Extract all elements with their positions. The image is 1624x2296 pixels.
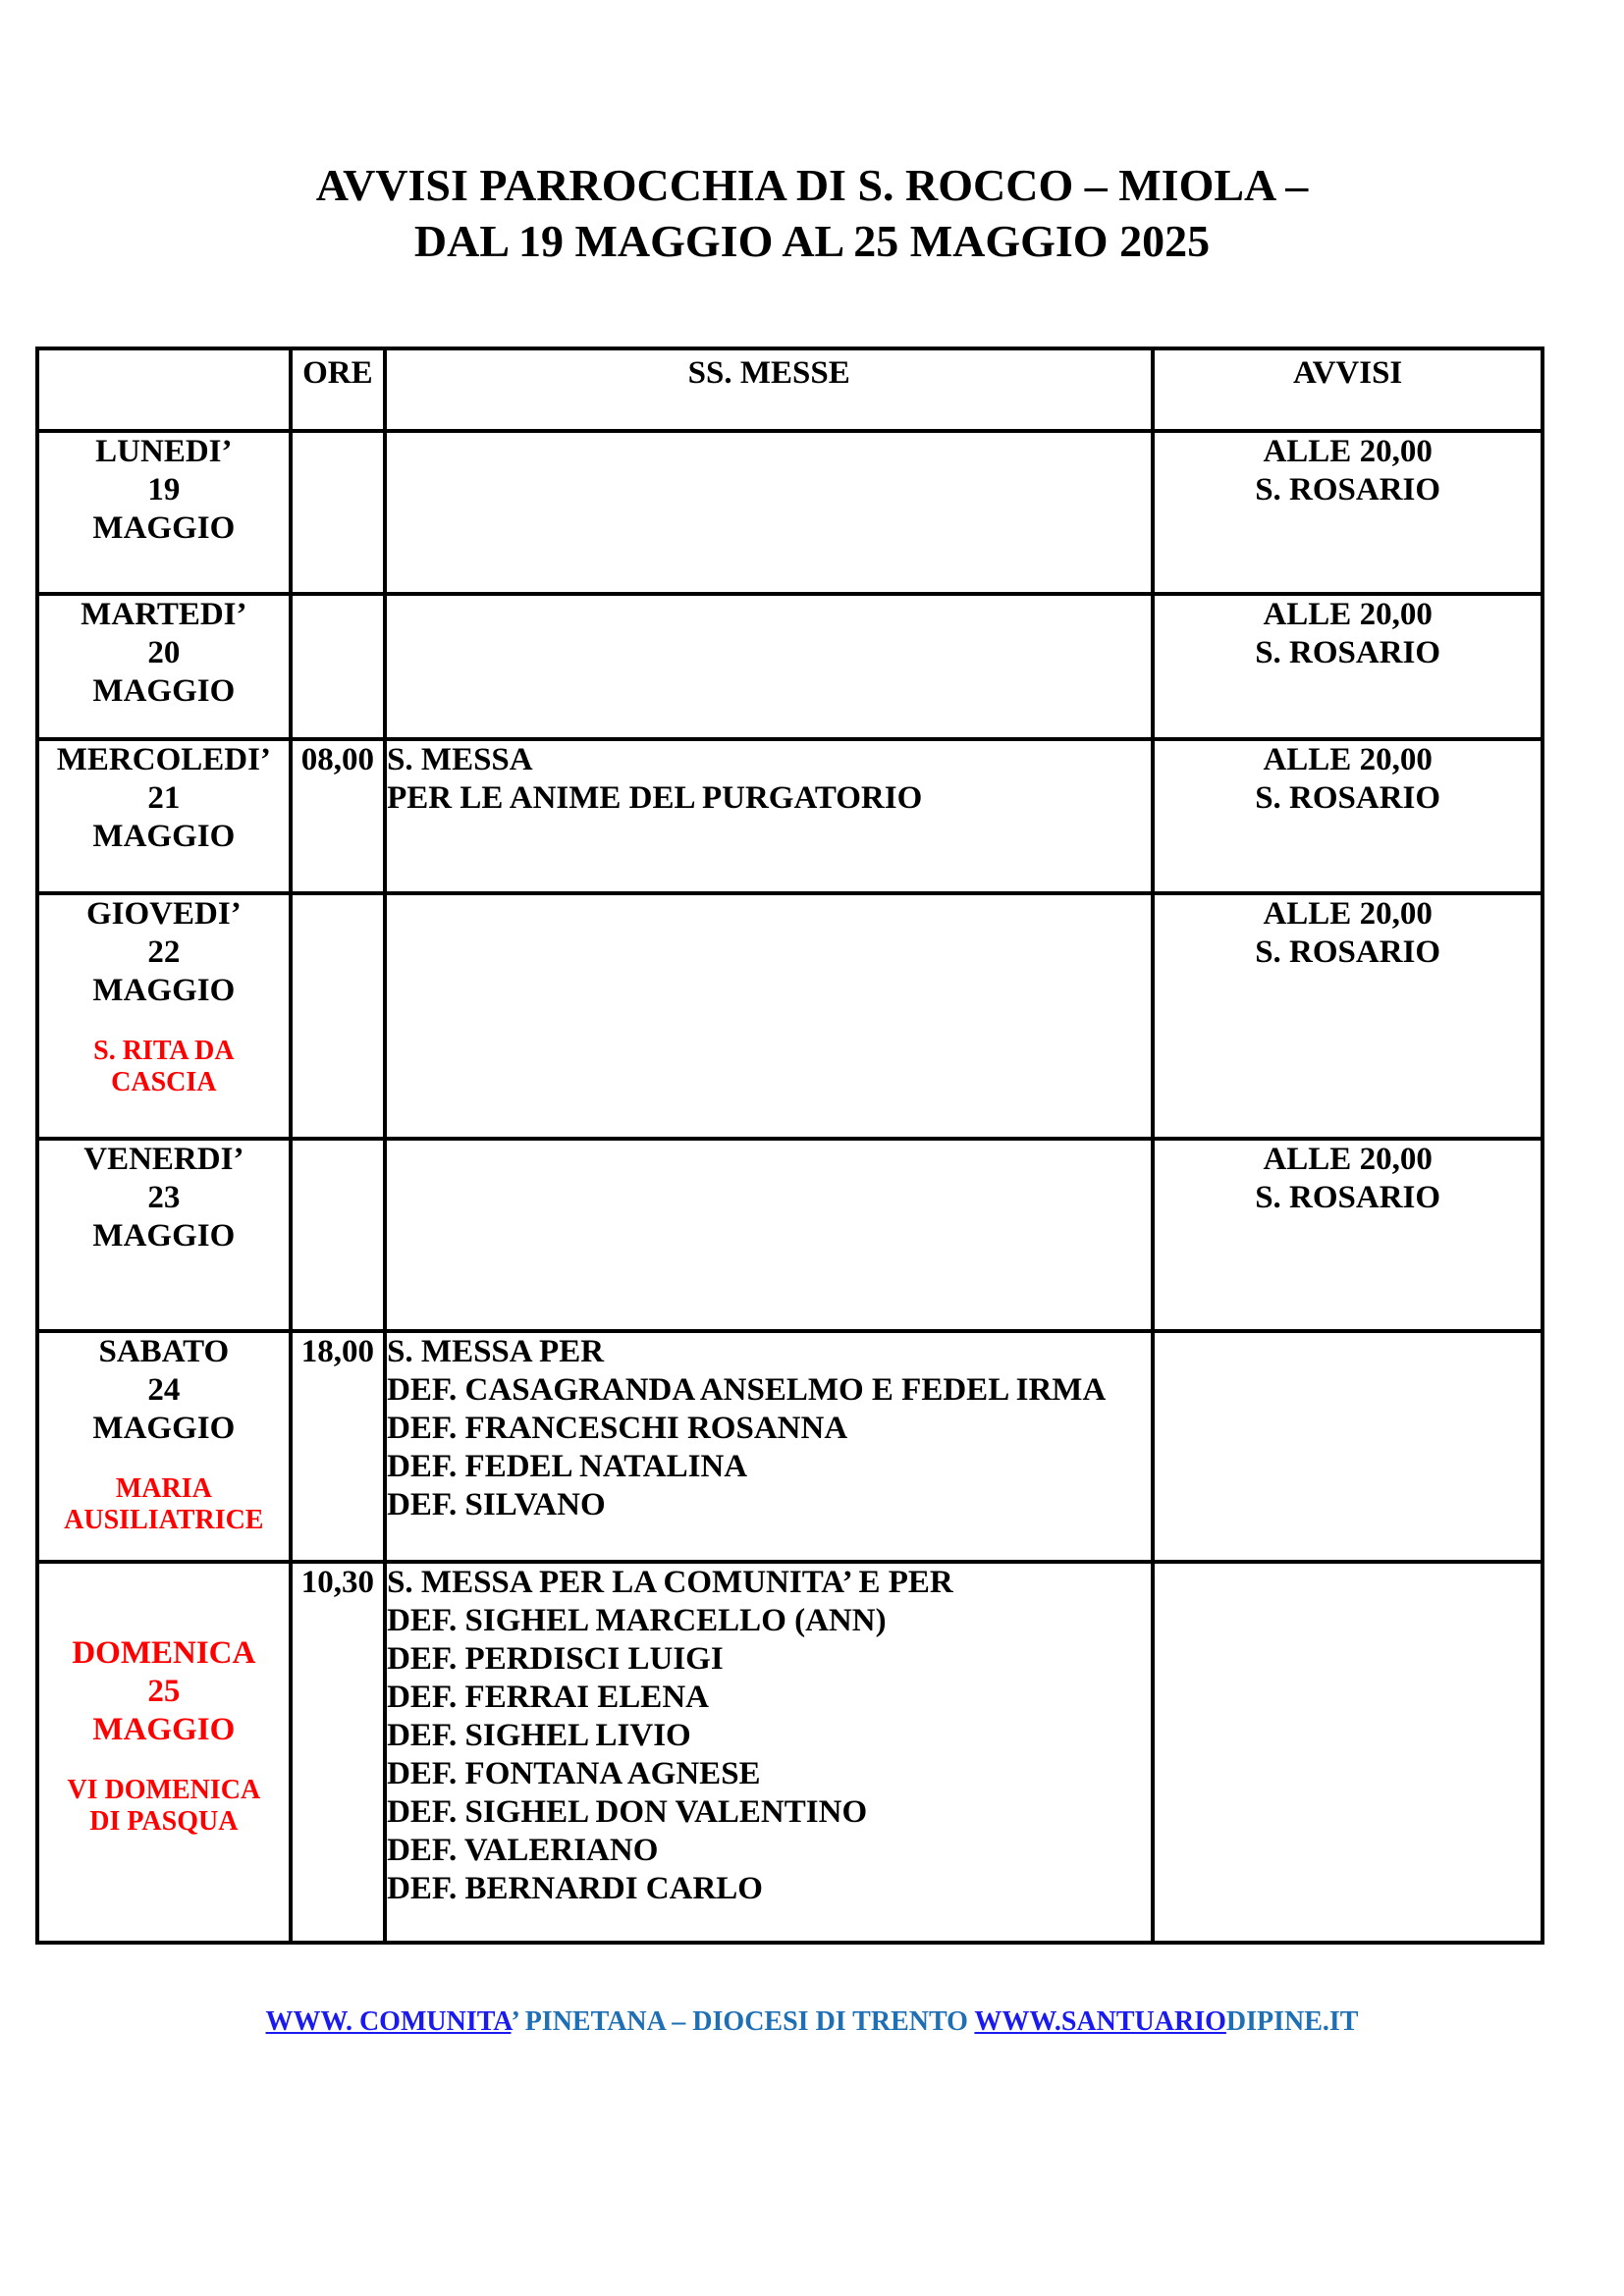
messe-line: DEF. FONTANA AGNESE (387, 1756, 761, 1791)
day-cell (37, 1139, 291, 1331)
title-line-1: AVVISI PARROCCHIA DI S. ROCCO – MIOLA – (315, 160, 1309, 210)
messe-cell (385, 893, 1153, 1139)
day-month: MAGGIO (92, 1218, 236, 1254)
footer-text-domain: DIPINE.IT (1225, 2006, 1359, 2037)
header-messe: SS. MESSE (385, 348, 1153, 431)
avvisi-cell (1153, 739, 1543, 893)
day-month: MAGGIO (92, 510, 236, 546)
day-month: MAGGIO (92, 1411, 236, 1446)
day-number: 24 (147, 1372, 181, 1408)
messe-line: S. MESSA PER (387, 1334, 605, 1369)
messe-cell (385, 1331, 1153, 1562)
avvisi-line: S. ROSARIO (1255, 1180, 1441, 1215)
messe-line: DEF. FRANCESCHI ROSANNA (387, 1411, 848, 1446)
messe-line: DEF. SIGHEL DON VALENTINO (387, 1794, 868, 1830)
feast-label (39, 1473, 289, 1536)
footer-text: ’ PINETANA – DIOCESI DI TRENTO (511, 2006, 975, 2037)
ore-cell (291, 1139, 385, 1331)
avvisi-cell (1153, 594, 1543, 739)
avvisi-line: ALLE 20,00 (1263, 1142, 1433, 1177)
avvisi-cell (1153, 893, 1543, 1139)
avvisi-line: ALLE 20,00 (1263, 597, 1433, 632)
messe-line: DEF. BERNARDI CARLO (387, 1871, 763, 1906)
feast-label (39, 1036, 289, 1098)
feast-line: AUSILIATRICE (64, 1505, 264, 1535)
table-row (37, 1331, 1543, 1562)
messe-line: DEF. PERDISCI LUIGI (387, 1641, 724, 1677)
feast-line: CASCIA (111, 1067, 217, 1097)
avvisi-line: S. ROSARIO (1255, 472, 1441, 507)
title-line-2: DAL 19 MAGGIO AL 25 MAGGIO 2025 (413, 216, 1211, 266)
table-row (37, 1562, 1543, 1943)
messe-line: DEF. SILVANO (387, 1487, 606, 1522)
day-number: 21 (147, 780, 181, 816)
avvisi-line: S. ROSARIO (1255, 780, 1441, 816)
ore-cell: 18,00 (291, 1331, 385, 1562)
day-cell (37, 739, 291, 893)
avvisi-cell (1153, 431, 1543, 594)
avvisi-line: ALLE 20,00 (1263, 742, 1433, 777)
avvisi-cell (1153, 1139, 1543, 1331)
day-name: MARTEDI’ (81, 597, 247, 632)
day-number: 25 (147, 1674, 181, 1709)
day-month: MAGGIO (92, 973, 236, 1008)
ore-cell (291, 431, 385, 594)
avvisi-line: S. ROSARIO (1255, 934, 1441, 970)
day-name: VENERDI’ (83, 1142, 244, 1177)
feast-label (39, 1775, 289, 1838)
day-month: MAGGIO (92, 1712, 236, 1747)
messe-line: DEF. SIGHEL MARCELLO (ANN) (387, 1603, 887, 1638)
table-row (37, 1139, 1543, 1331)
day-cell (37, 1562, 291, 1943)
messe-line: S. MESSA PER LA COMUNITA’ E PER (387, 1565, 953, 1600)
messe-line: DEF. SIGHEL LIVIO (387, 1718, 691, 1753)
messe-cell (385, 1139, 1153, 1331)
messe-cell (385, 739, 1153, 893)
day-cell (37, 1331, 291, 1562)
footer (0, 2006, 1624, 2038)
day-month: MAGGIO (92, 819, 236, 854)
day-number: 19 (147, 472, 181, 507)
avvisi-line: ALLE 20,00 (1263, 896, 1433, 932)
header-row (37, 348, 1543, 431)
messe-line: DEF. FERRAI ELENA (387, 1680, 709, 1715)
day-cell (37, 431, 291, 594)
day-name: LUNEDI’ (95, 434, 233, 469)
header-avvisi: AVVISI (1153, 348, 1543, 431)
schedule-table (35, 347, 1544, 1945)
day-number: 23 (147, 1180, 181, 1215)
day-number: 20 (147, 635, 181, 670)
messe-line: DEF. FEDEL NATALINA (387, 1449, 748, 1484)
table-row (37, 594, 1543, 739)
messe-cell (385, 1562, 1153, 1943)
table-row (37, 893, 1543, 1139)
messe-cell (385, 594, 1153, 739)
footer-link-comunita[interactable]: WWW. COMUNITA (265, 2006, 512, 2037)
ore-cell (291, 594, 385, 739)
avvisi-cell (1153, 1562, 1543, 1943)
avvisi-cell (1153, 1331, 1543, 1562)
day-number: 22 (147, 934, 181, 970)
feast-line: VI DOMENICA (67, 1775, 261, 1805)
messe-line: DEF. VALERIANO (387, 1833, 659, 1868)
page-title (0, 157, 1624, 269)
messe-line: DEF. CASAGRANDA ANSELMO E FEDEL IRMA (387, 1372, 1107, 1408)
messe-cell (385, 431, 1153, 594)
feast-line: S. RITA DA (93, 1036, 235, 1066)
day-name: GIOVEDI’ (86, 896, 242, 932)
day-cell (37, 594, 291, 739)
messe-line: PER LE ANIME DEL PURGATORIO (387, 780, 923, 816)
day-month: MAGGIO (92, 673, 236, 709)
day-name: MERCOLEDI’ (56, 742, 271, 777)
feast-line: DI PASQUA (89, 1806, 239, 1837)
day-name: SABATO (98, 1334, 230, 1369)
header-ore: ORE (291, 348, 385, 431)
table-row (37, 739, 1543, 893)
header-day (37, 348, 291, 431)
avvisi-line: S. ROSARIO (1255, 635, 1441, 670)
feast-line: MARIA (115, 1473, 212, 1504)
ore-cell: 10,30 (291, 1562, 385, 1943)
ore-cell: 08,00 (291, 739, 385, 893)
day-cell (37, 893, 291, 1139)
table-row (37, 431, 1543, 594)
messe-line: S. MESSA (387, 742, 533, 777)
footer-link-santuario[interactable]: WWW.SANTUARIO (974, 2006, 1226, 2037)
ore-cell (291, 893, 385, 1139)
avvisi-line: ALLE 20,00 (1263, 434, 1433, 469)
day-name: DOMENICA (72, 1635, 256, 1671)
